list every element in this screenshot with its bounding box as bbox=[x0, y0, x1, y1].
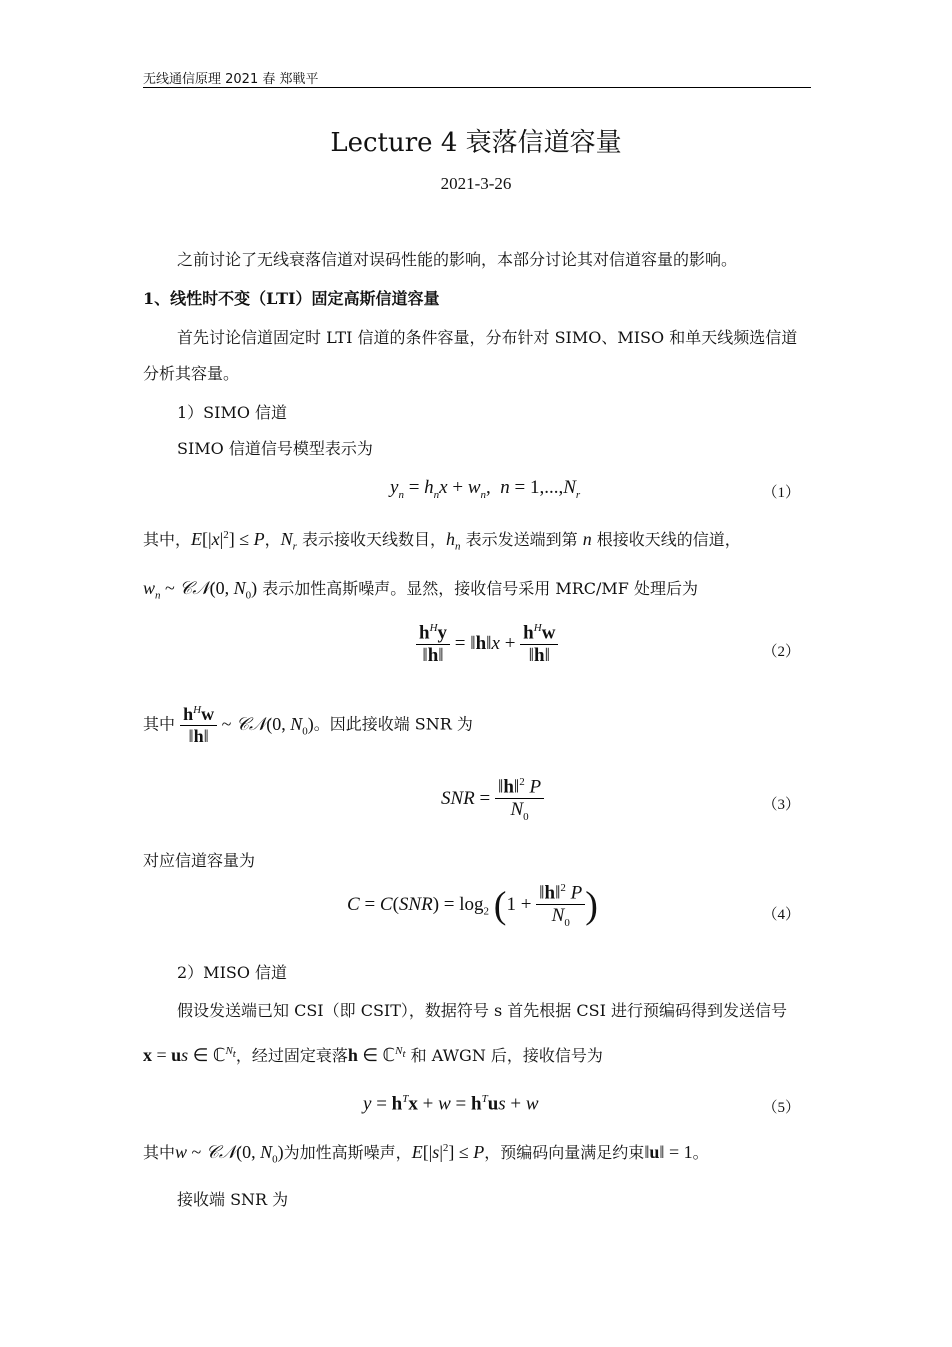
page-header: 无线通信原理 2021 春 郑戦平 bbox=[143, 72, 319, 87]
simo-model-text: SIMO 信道信号模型表示为 bbox=[177, 439, 373, 458]
equation-3: SNR = $\frac{‖h‖^2 P}{N_0}$ bbox=[441, 776, 544, 823]
equation-5: $y = h^Tx + w = h^Tus + w$ bbox=[363, 1093, 539, 1115]
where-line-5: 其中w ~ 𝒞𝒩(0, $N_0$)为加性高斯噪声，$E[|s|^2] \le P$，预编码向量满足约束‖u‖ = 1。 bbox=[143, 1142, 709, 1166]
simo-heading: 1）SIMO 信道 bbox=[177, 403, 288, 422]
section-paragraph: 首先讨论信道固定时 LTI 信道的条件容量，分布针对 SIMO、MISO 和单天线频选信道分析其容量。 bbox=[143, 328, 798, 383]
equation-4-number: （4） bbox=[762, 907, 800, 923]
where-line-1: 其中，$E[|x|^2] \le P$，$N_r$ 表示接收天线数目，$h_n$ 表示发送端到第 n 根接收天线的信道， bbox=[143, 529, 741, 553]
header-rule bbox=[143, 87, 811, 88]
section-heading: 1、线性时不变（LTI）固定高斯信道容量 bbox=[143, 289, 440, 308]
miso-heading: 2）MISO 信道 bbox=[177, 963, 288, 982]
equation-2-number: （2） bbox=[762, 644, 800, 660]
document-date: 2021-3-26 bbox=[440, 174, 512, 193]
miso-line-2: x = us ∈ ℂ$^{N_t}$，经过固定衰落h ∈ ℂ$^{N_t}$ 和 AWGN 后，接收信号为 bbox=[143, 1045, 603, 1065]
equation-3-number: （3） bbox=[762, 797, 800, 813]
where-line-2: $w_n$ ~ 𝒞𝒩(0, $N_0$) 表示加性高斯噪声。显然，接收信号采用 MRC/MF 处理后为 bbox=[143, 578, 698, 602]
document-title: Lecture 4 衰落信道容量 bbox=[330, 128, 622, 158]
equation-2: $\frac{h^Hy}{‖h‖}$ = ‖h‖x + $\frac{h^Hw}{‖h‖}$ bbox=[416, 622, 558, 667]
equation-1: $y_n = h_nx + w_n$, $n = 1,...,N_r$ bbox=[390, 477, 581, 501]
capacity-text: 对应信道容量为 bbox=[143, 851, 256, 870]
equation-5-number: （5） bbox=[762, 1100, 800, 1116]
intro-paragraph: 之前讨论了无线衰落信道对误码性能的影响，本部分讨论其对信道容量的影响。 bbox=[177, 250, 738, 269]
snr-text: 接收端 SNR 为 bbox=[177, 1190, 289, 1209]
equation-1-number: （1） bbox=[762, 485, 800, 501]
miso-paragraph: 假设发送端已知 CSI（即 CSIT），数据符号 s 首先根据 CSI 进行预编码得到发送信号 bbox=[177, 1001, 787, 1020]
equation-4: $C = C(SNR) = \log_2 (1$ + $\frac{‖h‖^2 P}{N_0}$ ) bbox=[347, 882, 598, 930]
where-line-3: 其中 $\frac{h^Hw}{‖h‖}$ ~ 𝒞𝒩(0, $N_0$)。因此接收端 SNR 为 bbox=[143, 704, 473, 746]
